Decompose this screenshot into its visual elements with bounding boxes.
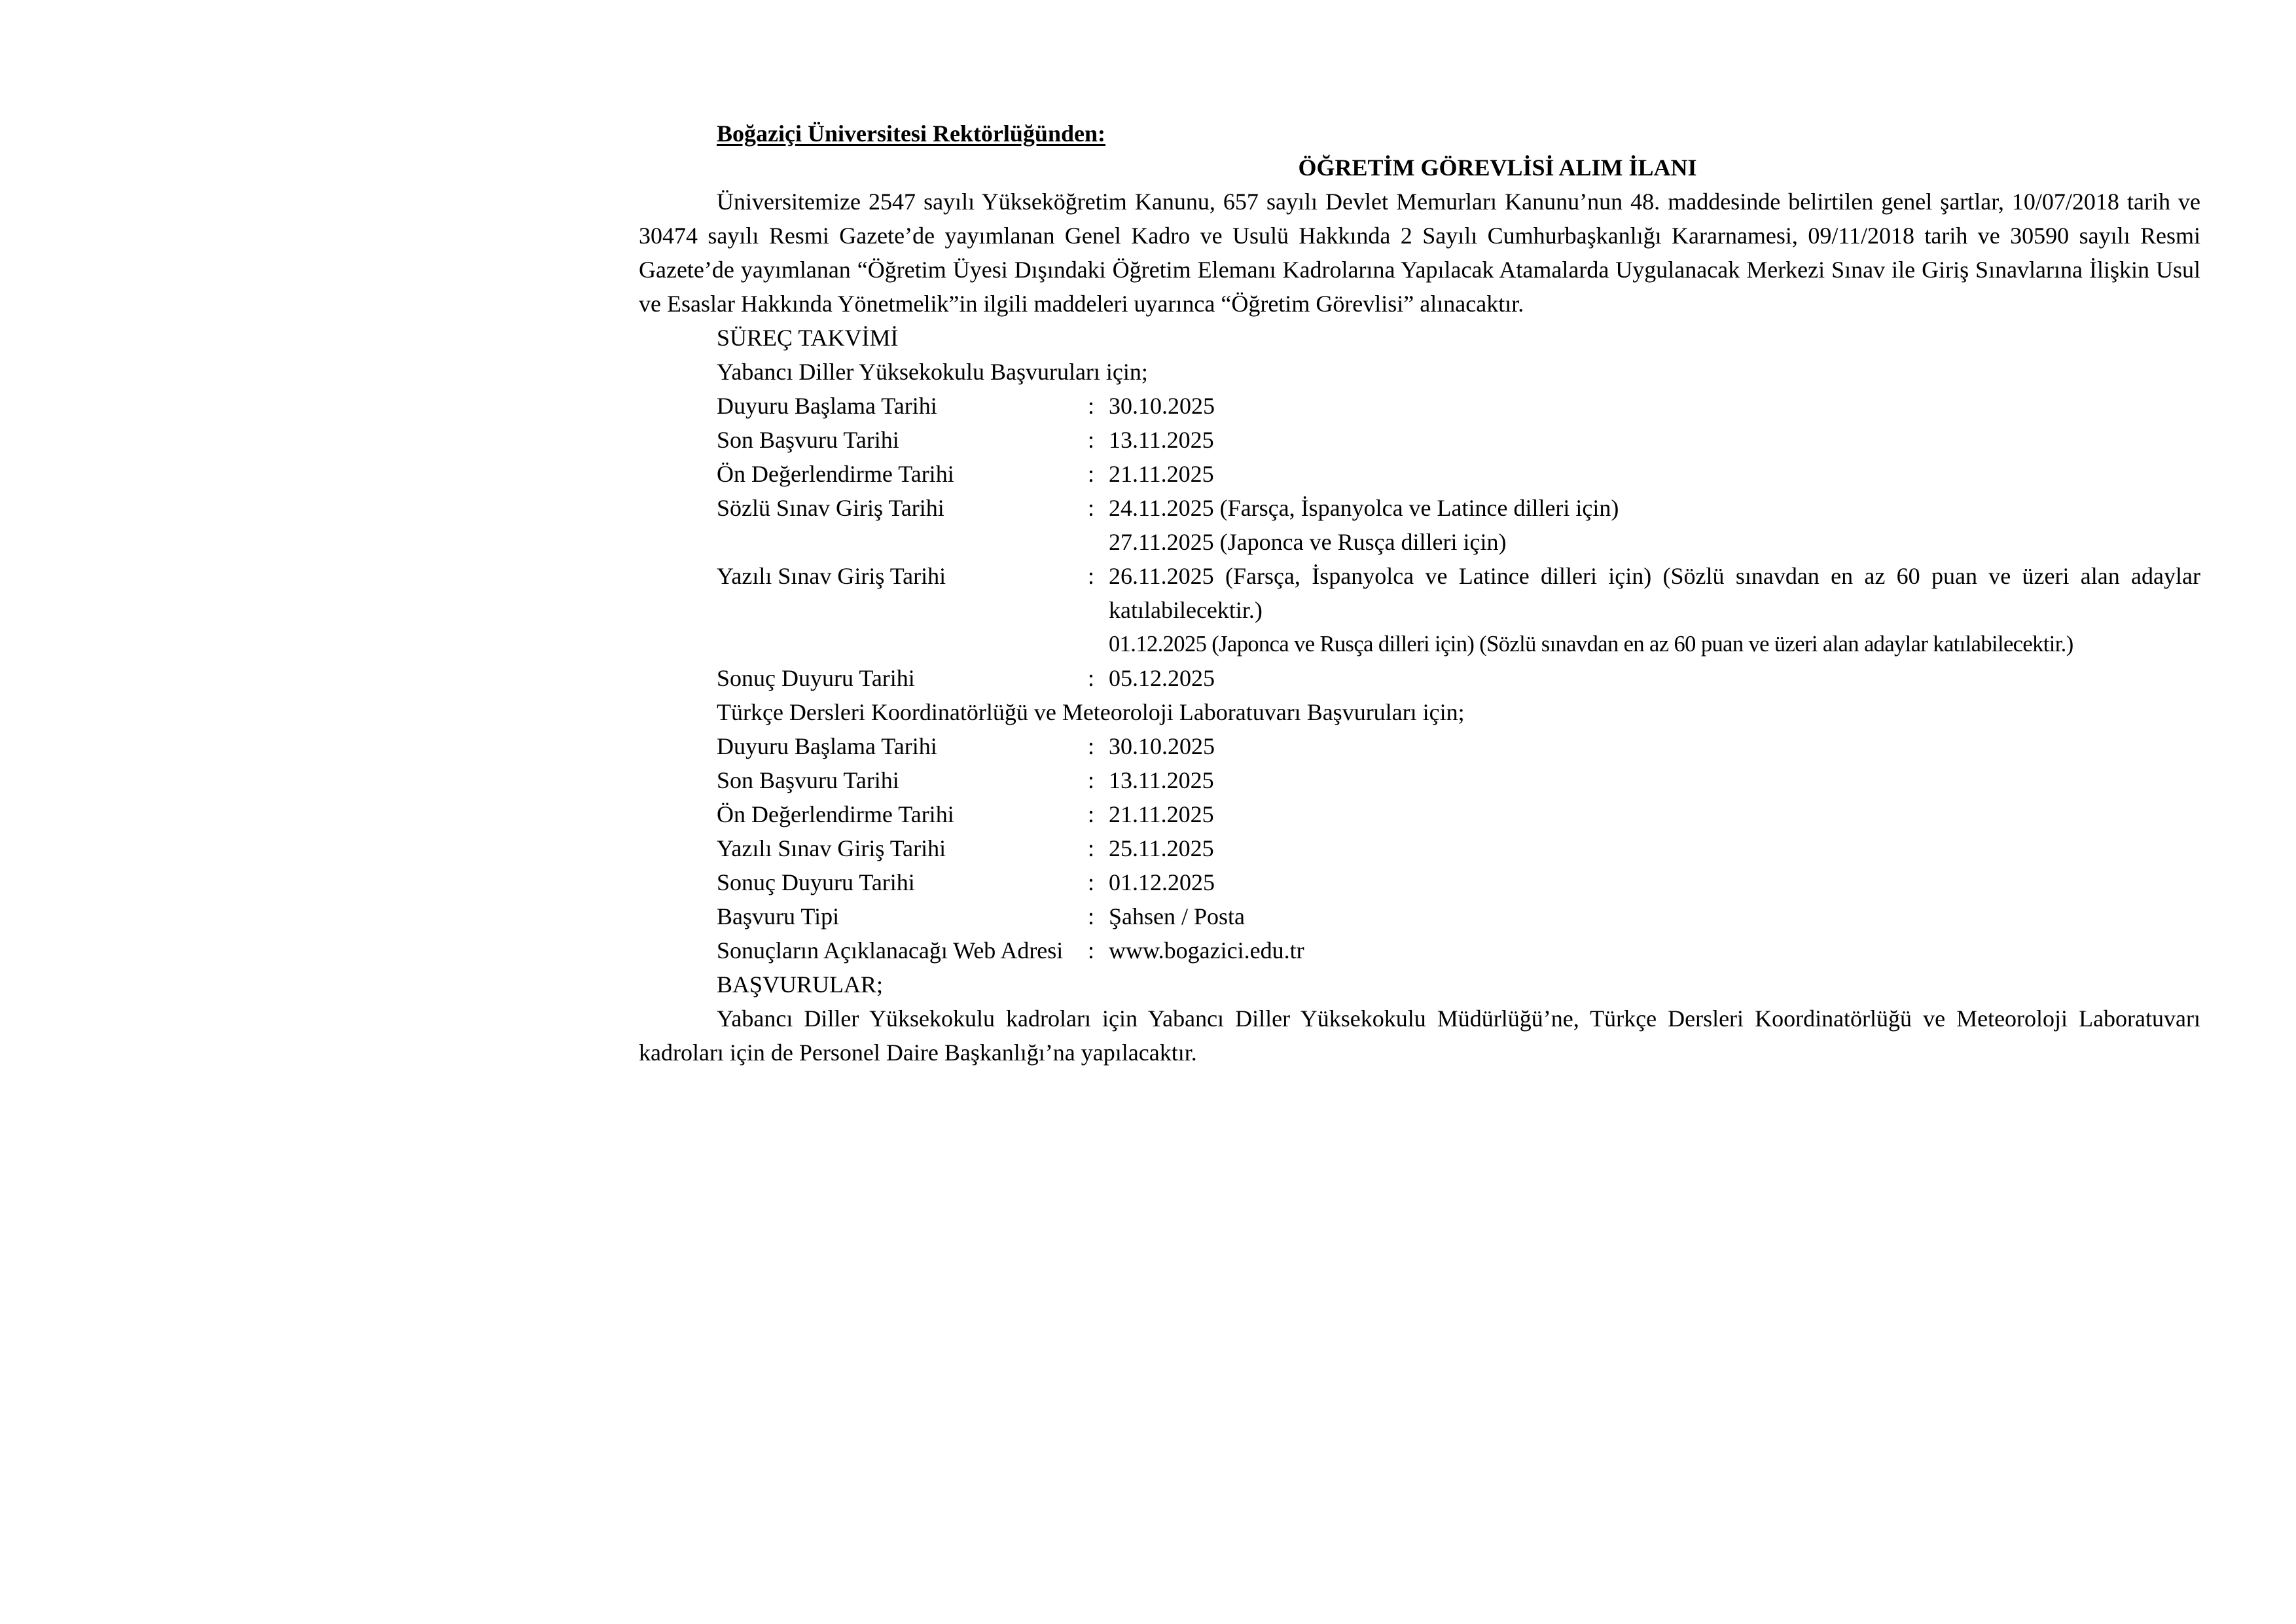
row-label: Ön Değerlendirme Tarihi bbox=[717, 801, 954, 827]
section1-oral-continuation: 27.11.2025 (Japonca ve Rusça dilleri için) bbox=[1109, 529, 1507, 555]
row-label: Sonuçların Açıklanacağı Web Adresi bbox=[717, 937, 1064, 964]
section2-type-row bbox=[639, 899, 2200, 933]
section2-web-row bbox=[639, 933, 2200, 967]
section2-heading: Türkçe Dersleri Koordinatörlüğü ve Meteoroloji Laboratuvarı Başvuruları için; bbox=[717, 699, 1465, 725]
row-label: Son Başvuru Tarihi bbox=[717, 427, 899, 453]
row-colon: : bbox=[1088, 937, 1095, 964]
row-value: Şahsen / Posta bbox=[1109, 903, 1246, 929]
row-value: 26.11.2025 (Farsça, İspanyolca ve Latince dilleri için) (Sözlü sınavdan en az 60 puan ve üzeri alan adaylar katılabilecektir.) bbox=[1109, 563, 2200, 623]
announcement-document bbox=[639, 117, 2200, 1070]
row-value: 25.11.2025 bbox=[1109, 835, 1214, 861]
section1-written-continuation-row bbox=[639, 627, 2200, 661]
row-label: Sonuç Duyuru Tarihi bbox=[717, 869, 915, 895]
row-colon: : bbox=[1088, 495, 1095, 521]
row-value: 01.12.2025 bbox=[1109, 869, 1215, 895]
row-colon-empty bbox=[1088, 627, 1109, 661]
row-colon: : bbox=[1088, 461, 1095, 487]
schedule-heading: SÜREÇ TAKVİMİ bbox=[717, 325, 899, 351]
row-colon: : bbox=[1088, 733, 1095, 759]
row-label: Duyuru Başlama Tarihi bbox=[717, 733, 937, 759]
section1-oral-row bbox=[639, 491, 2200, 525]
row-label: Başvuru Tipi bbox=[717, 903, 840, 929]
row-label: Duyuru Başlama Tarihi bbox=[717, 393, 937, 419]
row-value: 30.10.2025 bbox=[1109, 733, 1215, 759]
row-value: 24.11.2025 (Farsça, İspanyolca ve Latince dilleri için) bbox=[1109, 495, 1619, 521]
row-value: 13.11.2025 bbox=[1109, 427, 1214, 453]
section1-heading: Yabancı Diller Yüksekokulu Başvuruları için; bbox=[717, 359, 1148, 385]
row-value: 30.10.2025 bbox=[1109, 393, 1215, 419]
row-value: 05.12.2025 bbox=[1109, 665, 1215, 691]
section2-result-row bbox=[639, 865, 2200, 899]
row-label-empty bbox=[717, 627, 1088, 661]
row-value: 13.11.2025 bbox=[1109, 767, 1214, 793]
section1-announce-row bbox=[639, 389, 2200, 423]
row-value: 21.11.2025 bbox=[1109, 801, 1214, 827]
row-colon: : bbox=[1088, 835, 1095, 861]
row-colon: : bbox=[1088, 801, 1095, 827]
row-colon: : bbox=[1088, 563, 1095, 589]
row-colon: : bbox=[1088, 393, 1095, 419]
section2-written-row bbox=[639, 831, 2200, 865]
section1-result-row bbox=[639, 661, 2200, 695]
section1-pre-eval-row bbox=[639, 457, 2200, 491]
section1-written-row bbox=[639, 559, 2200, 627]
section2-deadline-row bbox=[639, 763, 2200, 797]
row-value: 01.12.2025 (Japonca ve Rusça dilleri için) (Sözlü sınavdan en az 60 puan ve üzeri alan adaylar katılabilecektir.) bbox=[1109, 632, 2073, 657]
applications-paragraph: Yabancı Diller Yüksekokulu kadroları için Yabancı Diller Yüksekokulu Müdürlüğü’ne, Türkçe Dersleri Koordinatörlüğü ve Meteoroloji Laboratuvarı kadroları için de Personel Daire Başkanlığı’na yapılacaktır. bbox=[639, 1005, 2200, 1066]
applications-heading: BAŞVURULAR; bbox=[717, 971, 884, 998]
row-label: Yazılı Sınav Giriş Tarihi bbox=[717, 563, 946, 589]
announcement-title: ÖĞRETİM GÖREVLİSİ ALIM İLANI bbox=[1298, 154, 1697, 181]
row-colon: : bbox=[1088, 427, 1095, 453]
row-label: Yazılı Sınav Giriş Tarihi bbox=[717, 835, 946, 861]
row-label: Ön Değerlendirme Tarihi bbox=[717, 461, 954, 487]
row-colon: : bbox=[1088, 665, 1095, 691]
row-colon: : bbox=[1088, 767, 1095, 793]
section2-announce-row bbox=[639, 729, 2200, 763]
row-label: Sözlü Sınav Giriş Tarihi bbox=[717, 495, 944, 521]
row-colon: : bbox=[1088, 903, 1095, 929]
web-address-value: www.bogazici.edu.tr bbox=[1109, 937, 1304, 964]
row-value: 21.11.2025 bbox=[1109, 461, 1214, 487]
row-label: Sonuç Duyuru Tarihi bbox=[717, 665, 915, 691]
section1-deadline-row bbox=[639, 423, 2200, 457]
section2-pre-eval-row bbox=[639, 797, 2200, 831]
row-colon: : bbox=[1088, 869, 1095, 895]
row-label: Son Başvuru Tarihi bbox=[717, 767, 899, 793]
intro-paragraph: Üniversitemize 2547 sayılı Yükseköğretim Kanunu, 657 sayılı Devlet Memurları Kanunu’nun 48. maddesinde belirtilen genel şartlar, 10/07/2018 tarih ve 30474 sayılı Resmi Gazete’de yayımlanan Genel Kadro ve Usulü Hakkında 2 Sayılı Cumhurbaşkanlığı Kararnamesi, 09/11/2018 tarih ve 30590 sayılı Resmi Gazete’de yayımlanan “Öğretim Üyesi Dışındaki Öğretim Elemanı Kadrolarına Yapılacak Atamalarda Uygulanacak Merkezi Sınav ile Giriş Sınavlarına İlişkin Usul ve Esaslar Hakkında Yönetmelik”in ilgili maddeleri uyarınca “Öğretim Görevlisi” alınacaktır. bbox=[639, 189, 2200, 317]
institution-heading: Boğaziçi Üniversitesi Rektörlüğünden: bbox=[717, 120, 1105, 147]
